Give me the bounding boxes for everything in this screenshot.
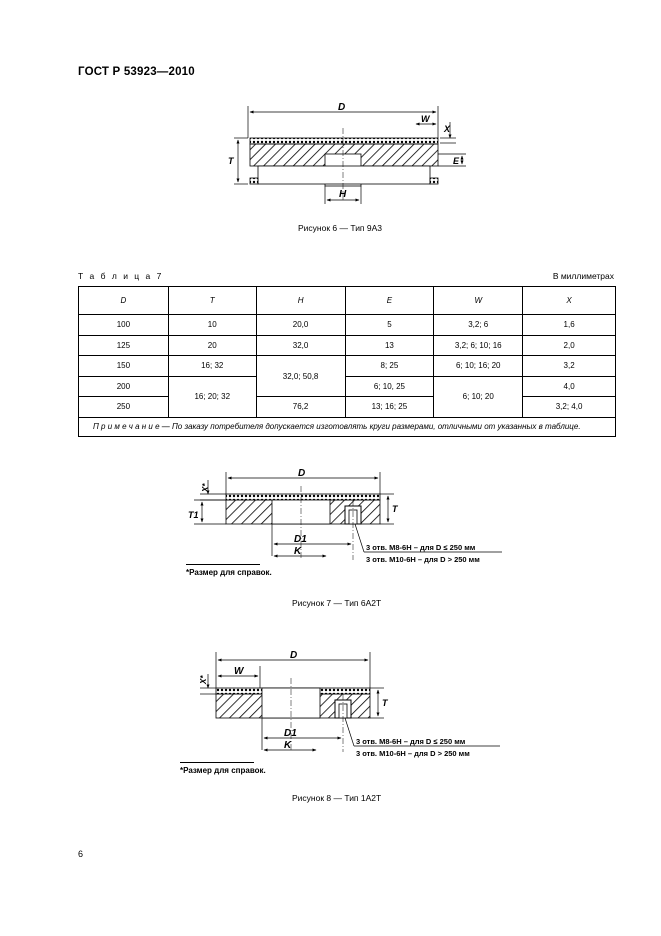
table-cell: 76,2 xyxy=(256,397,345,418)
table-cell: 100 xyxy=(79,315,169,336)
figure-7-drawing xyxy=(180,466,520,572)
fig7-thread-note-2: 3 отв. М10-6Н – для D > 250 мм xyxy=(366,555,480,564)
col-header-d: D xyxy=(79,287,169,315)
col-header-t: T xyxy=(168,287,256,315)
figure-7-caption: Рисунок 7 — Тип 6А2Т xyxy=(292,598,382,608)
table-cell: 10 xyxy=(168,315,256,336)
table-cell: 250 xyxy=(79,397,169,418)
fig7-label-d1: D1 xyxy=(294,534,307,545)
table-cell: 5 xyxy=(345,315,434,336)
table-cell: 13; 16; 25 xyxy=(345,397,434,418)
fig8-label-t: T xyxy=(382,698,388,708)
table-cell: 16; 32 xyxy=(168,356,256,377)
table-row xyxy=(79,335,616,356)
table-cell: 6; 10, 25 xyxy=(345,376,434,397)
fig8-label-x: X* xyxy=(199,675,208,684)
fig6-label-h: H xyxy=(339,189,347,200)
table-cell: 6; 10; 16; 20 xyxy=(434,356,523,377)
table-cell: 125 xyxy=(79,335,169,356)
document-header: ГОСТ Р 53923—2010 xyxy=(78,66,195,78)
table-cell: 8; 25 xyxy=(345,356,434,377)
table-cell: 20 xyxy=(168,335,256,356)
fig7-label-t: T xyxy=(392,504,398,514)
col-header-h: H xyxy=(256,287,345,315)
table-cell: 16; 20; 32 xyxy=(168,376,256,417)
fig6-label-t: T xyxy=(228,156,234,166)
fig7-thread-note-1: 3 отв. М8-6Н – для D ≤ 250 мм xyxy=(366,543,476,552)
figure-6-drawing xyxy=(220,100,480,210)
table-7 xyxy=(78,286,616,437)
fig8-label-d: D xyxy=(290,650,298,661)
figure-6-caption: Рисунок 6 — Тип 9А3 xyxy=(298,223,383,233)
table-header-row xyxy=(79,287,616,315)
fig7-footnote-rule xyxy=(186,564,260,565)
fig7-label-k: K xyxy=(294,546,302,557)
figure-8-caption: Рисунок 8 — Тип 1А2Т xyxy=(292,793,382,803)
table-row xyxy=(79,315,616,336)
table-7-note: П р и м е ч а н и е — По заказу потребителя допускается изготовлять круги размерами, отличными от указанных в таблице. xyxy=(79,417,616,436)
table-cell: 3,2; 4,0 xyxy=(523,397,616,418)
table-cell: 3,2; 6; 10; 16 xyxy=(434,335,523,356)
table-cell: 1,6 xyxy=(523,315,616,336)
fig8-footnote-rule xyxy=(180,762,254,763)
table-7-label: Т а б л и ц а 7 xyxy=(78,271,164,281)
col-header-x: X xyxy=(523,287,616,315)
fig8-footnote: *Размер для справок. xyxy=(180,766,266,775)
table-row xyxy=(79,356,616,377)
fig7-footnote: *Размер для справок. xyxy=(186,568,272,577)
fig8-label-d1: D1 xyxy=(284,728,297,739)
col-header-e: E xyxy=(345,287,434,315)
fig7-label-d: D xyxy=(298,468,306,479)
fig8-thread-note-2: 3 отв. М10-6Н – для D > 250 мм xyxy=(356,749,470,758)
table-cell: 3,2; 6 xyxy=(434,315,523,336)
fig8-label-w: W xyxy=(234,666,244,677)
figure-8-drawing xyxy=(180,648,520,758)
table-cell: 4,0 xyxy=(523,376,616,397)
fig7-label-x: X* xyxy=(201,483,210,492)
table-7-units: В миллиметрах xyxy=(552,271,614,281)
fig6-label-e: E xyxy=(453,156,460,166)
table-cell: 32,0; 50,8 xyxy=(256,356,345,397)
table-cell: 200 xyxy=(79,376,169,397)
col-header-w: W xyxy=(434,287,523,315)
table-cell: 32,0 xyxy=(256,335,345,356)
fig7-label-t1: T1 xyxy=(188,510,199,520)
page-number: 6 xyxy=(78,849,84,859)
table-cell: 6; 10; 20 xyxy=(434,376,523,417)
table-row xyxy=(79,397,616,418)
table-row xyxy=(79,376,616,397)
fig8-thread-note-1: 3 отв. М8-6Н – для D ≤ 250 мм xyxy=(356,737,466,746)
fig6-label-w: W xyxy=(421,114,430,124)
fig8-label-k: K xyxy=(284,740,292,751)
fig6-label-x: X xyxy=(444,124,451,134)
fig6-label-d: D xyxy=(338,102,346,113)
table-cell: 20,0 xyxy=(256,315,345,336)
table-note-row xyxy=(79,417,616,436)
table-cell: 3,2 xyxy=(523,356,616,377)
table-cell: 2,0 xyxy=(523,335,616,356)
table-cell: 13 xyxy=(345,335,434,356)
table-cell: 150 xyxy=(79,356,169,377)
